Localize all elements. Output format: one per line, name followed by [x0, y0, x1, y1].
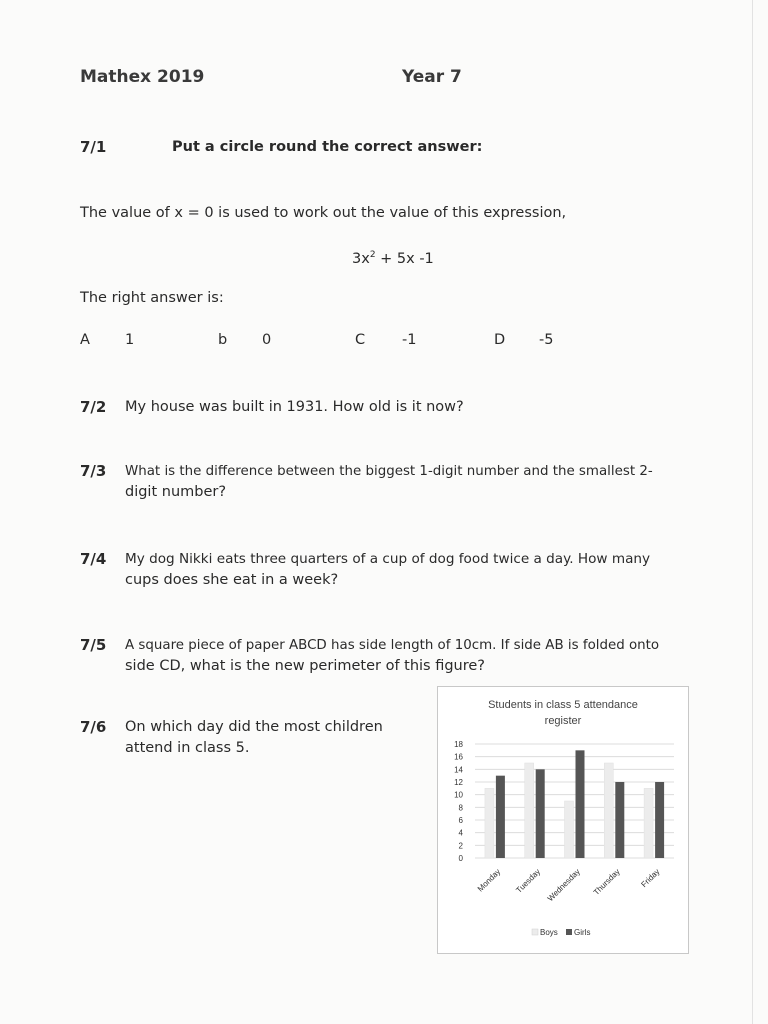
option-c-letter: C — [355, 332, 366, 348]
question-number-1: 7/1 — [80, 138, 107, 156]
question-2-text: My house was built in 1931. How old is it now? — [125, 399, 464, 415]
option-b-letter: b — [218, 332, 228, 348]
worksheet-title: Mathex 2019 — [80, 67, 205, 87]
y-tick-label: 0 — [458, 854, 463, 863]
expression — [352, 245, 434, 270]
bar-boys — [485, 788, 494, 858]
expression-base: 3x — [352, 250, 370, 267]
bar-boys — [604, 763, 613, 858]
y-tick-label: 16 — [454, 752, 463, 762]
x-tick-label: Wednesday — [545, 867, 582, 904]
bar-girls — [655, 782, 664, 858]
answer-intro: The right answer is: — [80, 290, 224, 306]
legend-swatch-girls — [566, 929, 572, 935]
question-number-3: 7/3 — [80, 462, 107, 480]
option-c-value: -1 — [402, 332, 417, 348]
question-3-line1: What is the difference between the biggest 1-digit number and the smallest 2- — [125, 464, 653, 479]
question-6-line1: On which day did the most children — [125, 719, 383, 735]
question-number-5: 7/5 — [80, 636, 107, 654]
chart-title-line1: Students in class 5 attendance — [488, 699, 638, 711]
question-number-4: 7/4 — [80, 550, 107, 568]
bar-boys — [565, 801, 574, 858]
y-tick-label: 10 — [454, 790, 463, 800]
bar-girls — [615, 782, 624, 858]
y-tick-label: 12 — [454, 778, 463, 787]
y-tick-label: 2 — [458, 841, 463, 851]
question-instruction: Put a circle round the correct answer: — [172, 139, 483, 155]
option-a-letter: A — [80, 332, 90, 348]
chart-plot — [438, 687, 688, 953]
question-4-line2: cups does she eat in a week? — [125, 572, 339, 588]
year-label: Year 7 — [402, 67, 462, 87]
option-d-value: -5 — [539, 332, 554, 348]
x-tick-label: Tuesday — [514, 867, 543, 895]
question-prompt: The value of x = 0 is used to work out the value of this expression, — [80, 205, 567, 221]
question-number-2: 7/2 — [80, 398, 107, 416]
option-a-value: 1 — [125, 332, 135, 348]
x-tick-label: Thursday — [591, 867, 622, 898]
expression-rest: + 5x -1 — [375, 250, 434, 267]
question-5-line1: A square piece of paper ABCD has side length of 10cm. If side AB is folded onto — [125, 638, 660, 653]
bar-boys — [525, 763, 534, 858]
bar-girls — [576, 750, 585, 858]
legend-label-boys: Boys — [540, 928, 558, 937]
legend-label-girls: Girls — [574, 928, 591, 937]
attendance-chart — [437, 686, 689, 954]
option-d-letter: D — [494, 332, 506, 348]
y-tick-label: 6 — [458, 816, 463, 825]
scan-edge-line — [752, 0, 753, 1024]
bar-girls — [536, 769, 545, 858]
bar-girls — [496, 776, 505, 858]
legend-swatch-boys — [532, 929, 538, 935]
x-tick-label: Friday — [639, 867, 662, 890]
expression-exponent: 2 — [369, 250, 376, 260]
question-3-line2: digit number? — [125, 484, 227, 500]
option-b-value: 0 — [262, 332, 272, 348]
y-tick-label: 4 — [458, 828, 463, 838]
y-tick-label: 14 — [454, 765, 463, 775]
chart-title-line2: register — [544, 715, 582, 727]
question-5-line2: side CD, what is the new perimeter of this figure? — [125, 658, 486, 674]
question-number-6: 7/6 — [80, 718, 107, 736]
bar-boys — [644, 788, 653, 858]
question-6-line2: attend in class 5. — [125, 740, 250, 756]
y-tick-label: 8 — [458, 803, 463, 813]
question-4-line1: My dog Nikki eats three quarters of a cup of dog food twice a day. How many — [125, 551, 651, 567]
x-tick-label: Monday — [475, 867, 503, 894]
y-tick-label: 18 — [454, 740, 463, 749]
